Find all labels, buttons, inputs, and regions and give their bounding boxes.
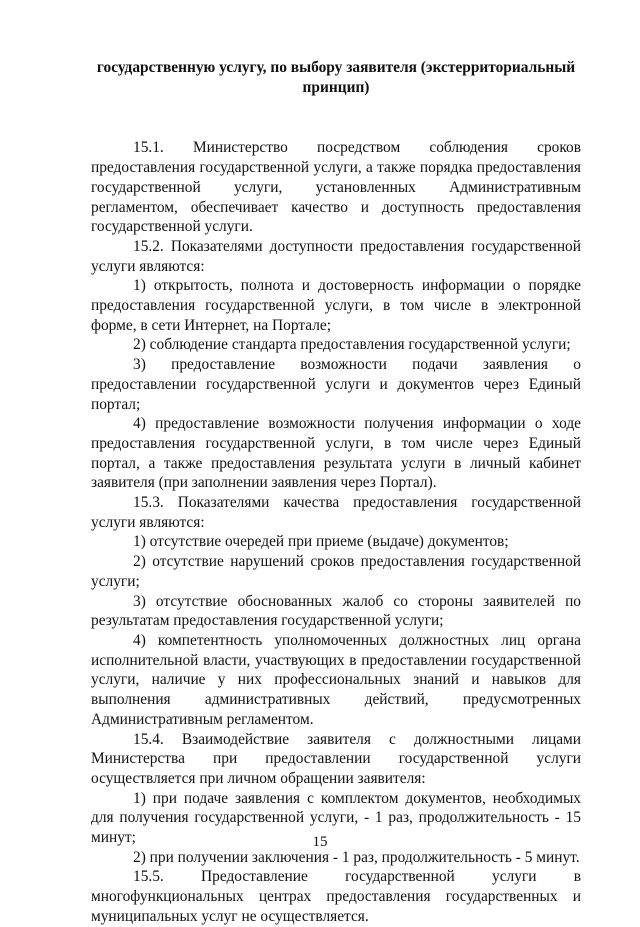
- page-number: 15: [312, 834, 328, 850]
- list-item-quality-2: 2) отсутствие нарушений сроков предоставления государственной услуги;: [91, 553, 581, 590]
- list-item-accessibility-3: 3) предоставление возможности подачи заявления о предоставлении государственной услуги и документов через Единый портал;: [91, 356, 581, 413]
- paragraph-15-5: 15.5. Предоставление государственной услуги в многофункциональных центрах предоставления государственных и муниципальных услуг не осуществляется.: [91, 868, 581, 925]
- list-item-interaction-2: 2) при получении заключения - 1 раз, продолжительность - 5 минут.: [133, 848, 580, 866]
- list-item-interaction-1: 1) при подаче заявления с комплектом документов, необходимых для получения государственной услуги, - 1 раз, продолжительность - 15 минут;: [91, 789, 581, 847]
- document-page: [91, 58, 581, 927]
- paragraph-15-3: 15.3. Показателями качества предоставления государственной услуги являются:: [91, 494, 581, 531]
- list-item-accessibility-4: 4) предоставление возможности получения информации о ходе предоставления государственной услуги, в том числе через Единый портал, а также предоставления результата услуги в личный кабинет заявителя (при заполнении заявления через Портал).: [91, 415, 581, 492]
- list-item-quality-3: 3) отсутствие обоснованных жалоб со стороны заявителей по результатам предоставления государственной услуги;: [91, 592, 581, 630]
- list-item-accessibility-1: 1) открытость, полнота и достоверность информации о порядке предоставления государственной услуги, в том числе в электронной форме, в сети Интернет, на Портале;: [91, 277, 581, 334]
- list-item-quality-4: 4) компетентность уполномоченных должностных лиц органа исполнительной власти, участвующих в предоставлении государственной услуги, наличие у них профессиональных знаний и навыков для выполнения административных действий, предусмотренных Административным регламентом.: [91, 631, 581, 728]
- paragraph-15-2: 15.2. Показателями доступности предоставления государственной услуги являются:: [91, 237, 581, 275]
- list-item-accessibility-2: 2) соблюдение стандарта предоставления государственной услуги;: [133, 336, 571, 354]
- section-heading: государственную услугу, по выбору заявителя (экстерриториальный принцип): [96, 59, 576, 96]
- paragraph-15-1: 15.1. Министерство посредством соблюдения сроков предоставления государственной услуги, а также порядка предоставления государственной услуги, установленных Административным регламентом, обеспечивает качество и доступность предоставления государственной услуги.: [91, 139, 581, 236]
- list-item-quality-1: 1) отсутствие очередей при приеме (выдаче) документов;: [133, 533, 509, 551]
- paragraph-15-4: 15.4. Взаимодействие заявителя с должностными лицами Министерства при предоставлении государственной услуги осуществляется при личном обращении заявителя:: [91, 730, 581, 787]
